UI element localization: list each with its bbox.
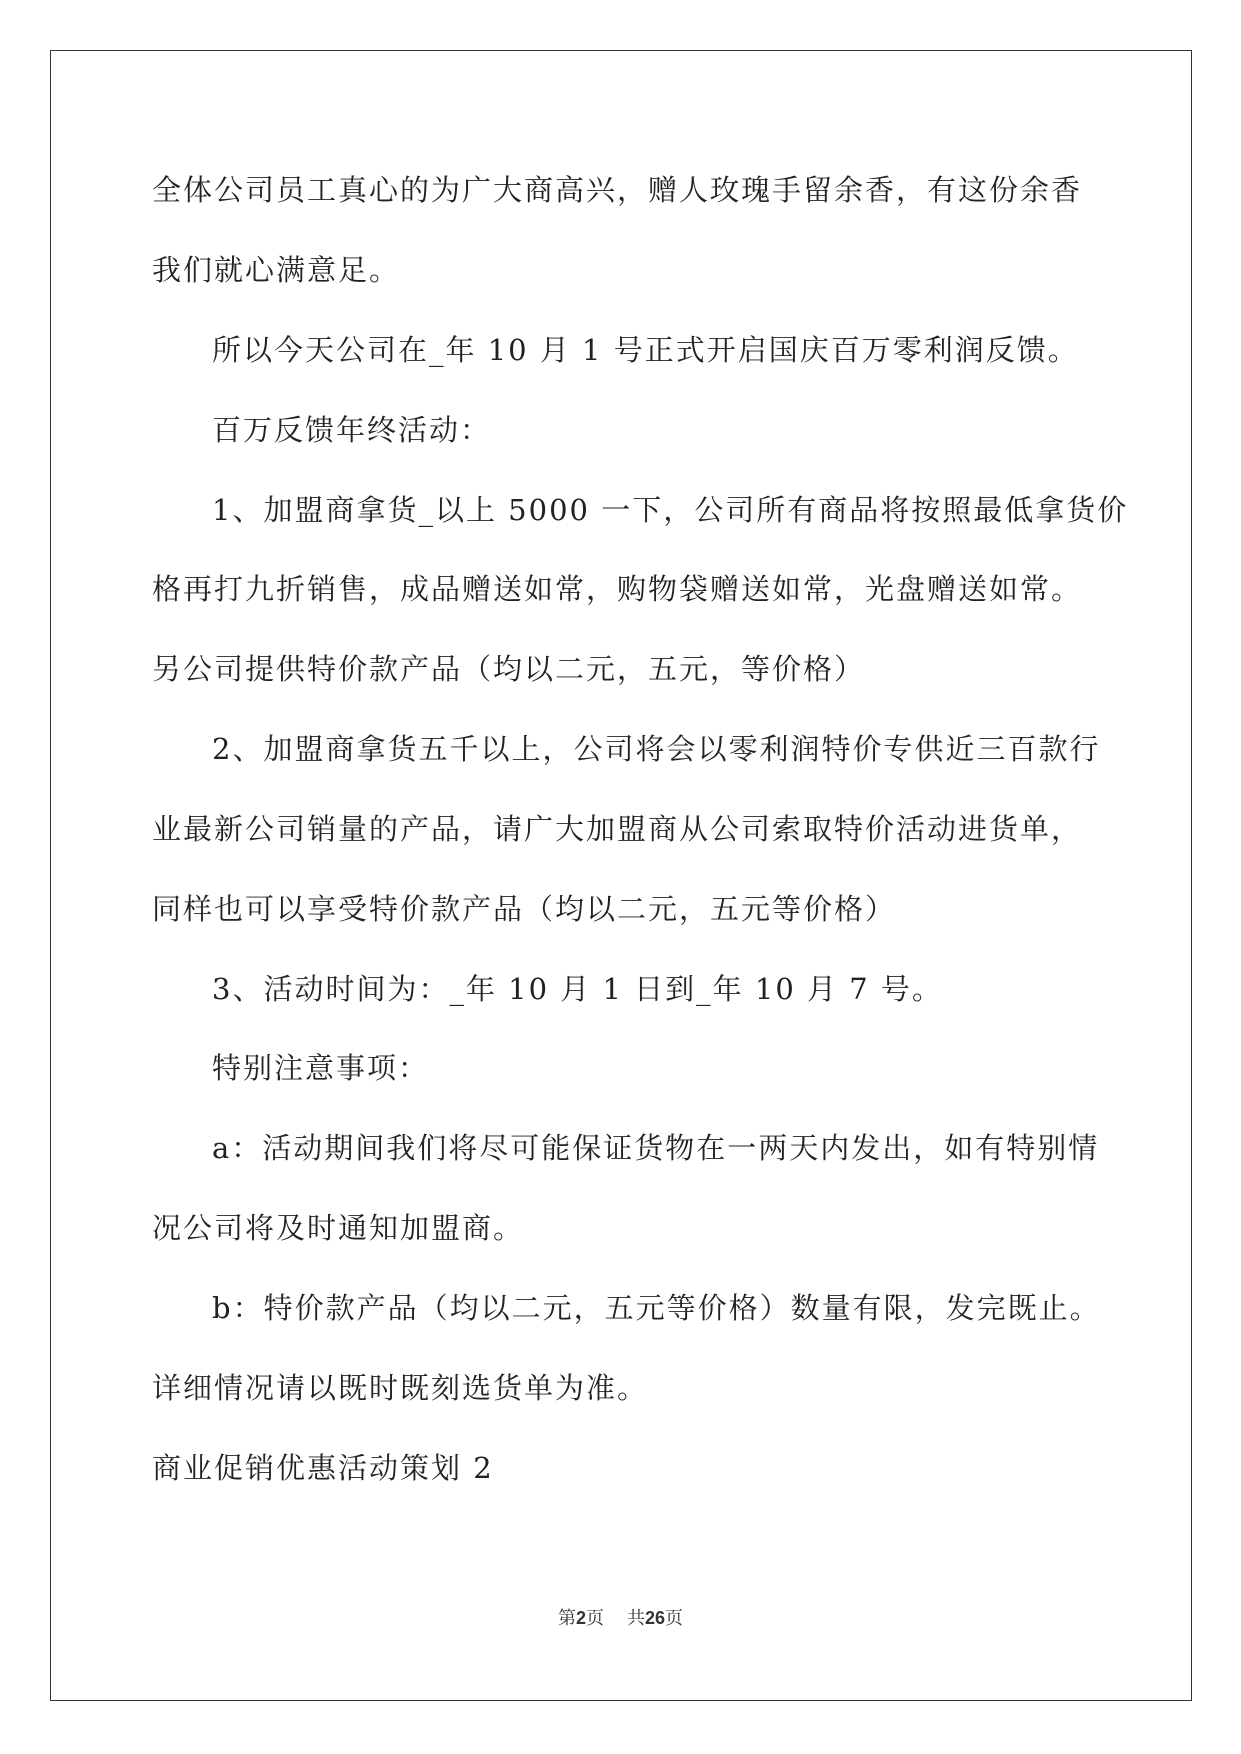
body-line-9: 业最新公司销量的产品，请广大加盟商从公司索取特价活动进货单， xyxy=(152,812,1083,846)
page-footer xyxy=(0,1606,1241,1631)
body-line-15: b：特价款产品（均以二元，五元等价格）数量有限，发完既止。 xyxy=(212,1291,1101,1325)
body-line-13: a：活动期间我们将尽可能保证货物在一两天内发出，如有特别情 xyxy=(212,1131,1100,1165)
body-line-16: 详细情况请以既时既刻选货单为准。 xyxy=(152,1371,649,1405)
body-line-8: 2、加盟商拿货五千以上，公司将会以零利润特价专供近三百款行 xyxy=(212,732,1101,766)
footer-page-number: 2 xyxy=(576,1608,587,1628)
footer-page-prefix: 第 xyxy=(558,1608,577,1629)
body-line-7: 另公司提供特价款产品（均以二元，五元，等价格） xyxy=(152,652,866,686)
footer-total-suffix: 页 xyxy=(664,1608,683,1629)
body-line-5: 1、加盟商拿货_以上 5000 一下，公司所有商品将按照最低拿货价 xyxy=(212,493,1129,527)
section-heading: 商业促销优惠活动策划 2 xyxy=(152,1451,494,1485)
footer-total-prefix: 共 xyxy=(626,1608,645,1629)
footer-page-suffix: 页 xyxy=(586,1608,605,1629)
body-line-3: 所以今天公司在_年 10 月 1 号正式开启国庆百万零利润反馈。 xyxy=(212,333,1079,367)
body-line-2: 我们就心满意足。 xyxy=(152,253,401,287)
body-line-12: 特别注意事项： xyxy=(212,1051,430,1085)
body-line-14: 况公司将及时通知加盟商。 xyxy=(152,1211,525,1245)
body-line-10: 同样也可以享受特价款产品（均以二元，五元等价格） xyxy=(152,892,897,926)
body-line-1: 全体公司员工真心的为广大商高兴，赠人玫瑰手留余香，有这份余香 xyxy=(152,173,1083,207)
body-line-6: 格再打九折销售，成品赠送如常，购物袋赠送如常，光盘赠送如常。 xyxy=(152,572,1083,606)
footer-total-pages: 26 xyxy=(644,1608,665,1628)
body-line-11: 3、活动时间为：_年 10 月 1 日到_年 10 月 7 号。 xyxy=(212,972,943,1006)
body-line-4: 百万反馈年终活动： xyxy=(212,413,492,447)
